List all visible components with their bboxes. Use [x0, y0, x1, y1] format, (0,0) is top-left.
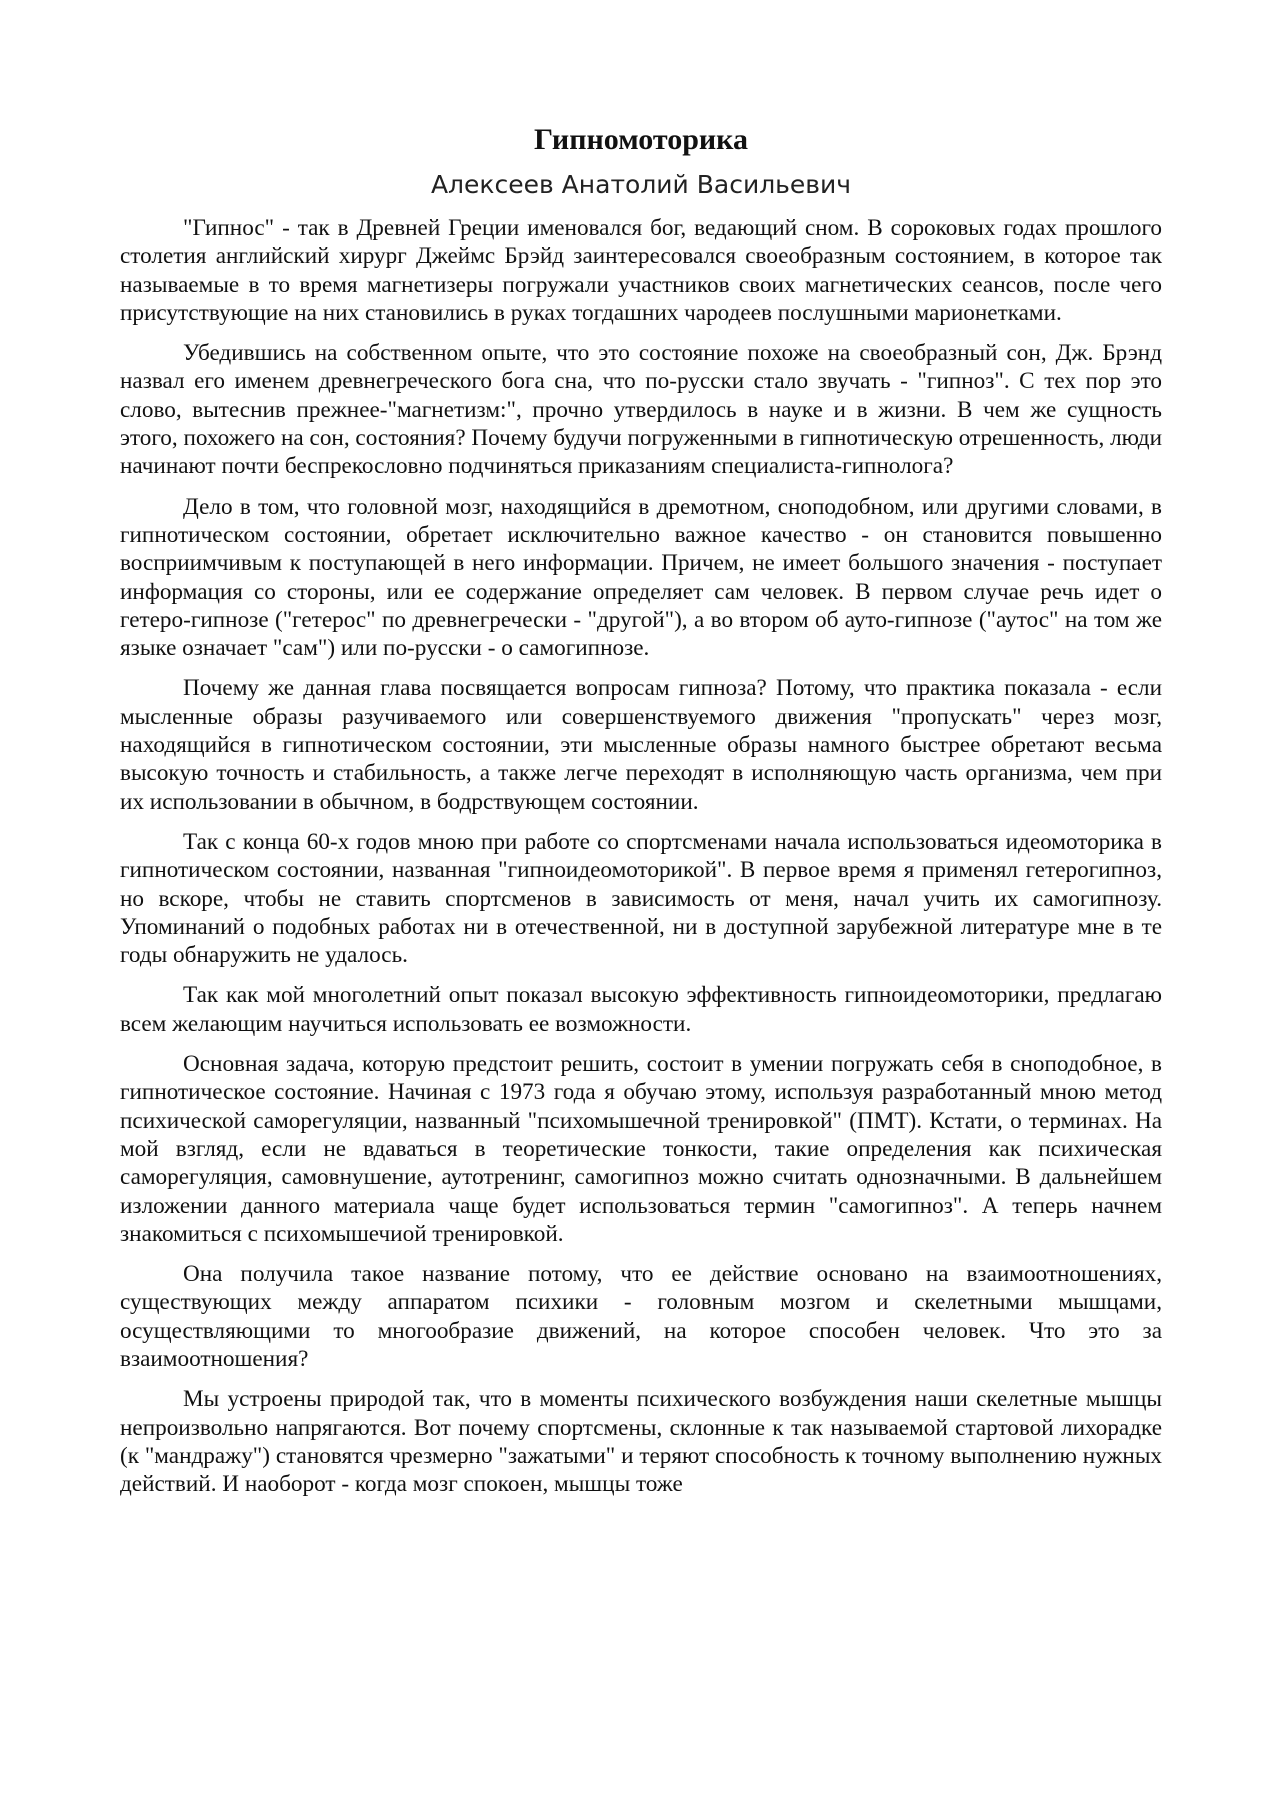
paragraph-4: Почему же данная глава посвящается вопросам гипноза? Потому, что практика показала - если мысленные образы разучиваемого или совершенствуемого движения "пропускать" через мозг, находящийся в гипнотическом состоянии, эти мысленные образы намного быстрее обретают весьма высокую точность и стабильность, а также легче переходят в исполняющую часть организма, чем при их использовании в обычном, в бодрствующем состоянии.: [120, 675, 1162, 815]
document-page: [120, 120, 1162, 1510]
paragraph-7: Основная задача, которую предстоит решить, состоит в умении погружать себя в сноподобное, в гипнотическое состояние. Начиная с 1973 года я обучаю этому, используя разработанный мною метод психической саморегуляции, названный "психомышечной тренировкой" (ПМТ). Кстати, о терминах. На мой взгляд, если не вдаваться в теоретические тонкости, такие определения как психическая саморегуляция, самовнушение, аутотренинг, самогипноз можно считать однозначными. В дальнейшем изложении данного материала чаще будет использоваться термин "самогипноз". А теперь начнем знакомиться с психомышечиой тренировкой.: [120, 1051, 1162, 1247]
paragraph-8: Она получила такое название потому, что ее действие основано на взаимоотношениях, существующих между аппаратом психики - головным мозгом и скелетными мышцами, осуществляющими то многообразие движений, на которое способен человек. Что это за взаимоотношения?: [120, 1261, 1162, 1372]
paragraph-1: "Гипнос" - так в Древней Греции именовался бог, ведающий сном. В сороковых годах прошлого столетия английский хирург Джеймс Брэйд заинтересовался своеобразным состоянием, в которое так называемые в то время магнетизеры погружали участников своих магнетических сеансов, после чего присутствующие на них становились в руках тогдашних чародеев послушными марионетками.: [120, 215, 1162, 326]
document-author: Алексеев Анатолий Васильевич: [430, 170, 852, 199]
document-title: Гипномоторика: [533, 123, 748, 156]
paragraph-2: Убедившись на собственном опыте, что это состояние похоже на своеобразный сон, Дж. Брэнд назвал его именем древнегреческого бога сна, что по-русски стало звучать - "гипноз". С тех пор это слово, вытеснив прежнее-"магнетизм:", прочно утвердилось в науке и в жизни. В чем же сущность этого, похожего на сон, состояния? Почему будучи погруженными в гипнотическую отрешенность, люди начинают почти беспрекословно подчиняться приказаниям специалиста-гипнолога?: [120, 340, 1162, 480]
paragraph-5: Так с конца 60-х годов мною при работе со спортсменами начала использоваться идеомоторика в гипнотическом состоянии, названная "гипноидеомоторикой". В первое время я применял гетерогипноз, но вскоре, чтобы не ставить спортсменов в зависимость от меня, начал учить их самогипнозу. Упоминаний о подобных работах ни в отечественной, ни в доступной зарубежной литературе мне в те годы обнаружить не удалось.: [120, 828, 1162, 969]
paragraph-6: Так как мой многолетний опыт показал высокую эффективность гипноидеомоторики, предлагаю всем желающим научиться использовать ее возможности.: [120, 982, 1162, 1037]
paragraph-3: Дело в том, что головной мозг, находящийся в дремотном, сноподобном, или другими словами, в гипнотическом состоянии, обретает исключительно важное качество - он становится повышенно восприимчивым к поступающей в него информации. Причем, не имеет большого значения - поступает информация со стороны, или ее содержание определяет сам человек. В первом случае речь идет о гетеро-гипнозе ("гетерос" по древнегречески - "другой"), а во втором об ауто-гипнозе ("аутос" на том же языке означает "сам") или по-русски - о самогипнозе.: [120, 493, 1162, 662]
paragraph-9: Мы устроены природой так, что в моменты психического возбуждения наши скелетные мышцы непроизвольно напрягаются. Вот почему спортсмены, склонные к так называемой стартовой лихорадке (к "мандражу") становятся чрезмерно "зажатыми" и теряют способность к точному выполнению нужных действий. И наоборот - когда мозг спокоен, мышцы тоже: [120, 1386, 1162, 1498]
